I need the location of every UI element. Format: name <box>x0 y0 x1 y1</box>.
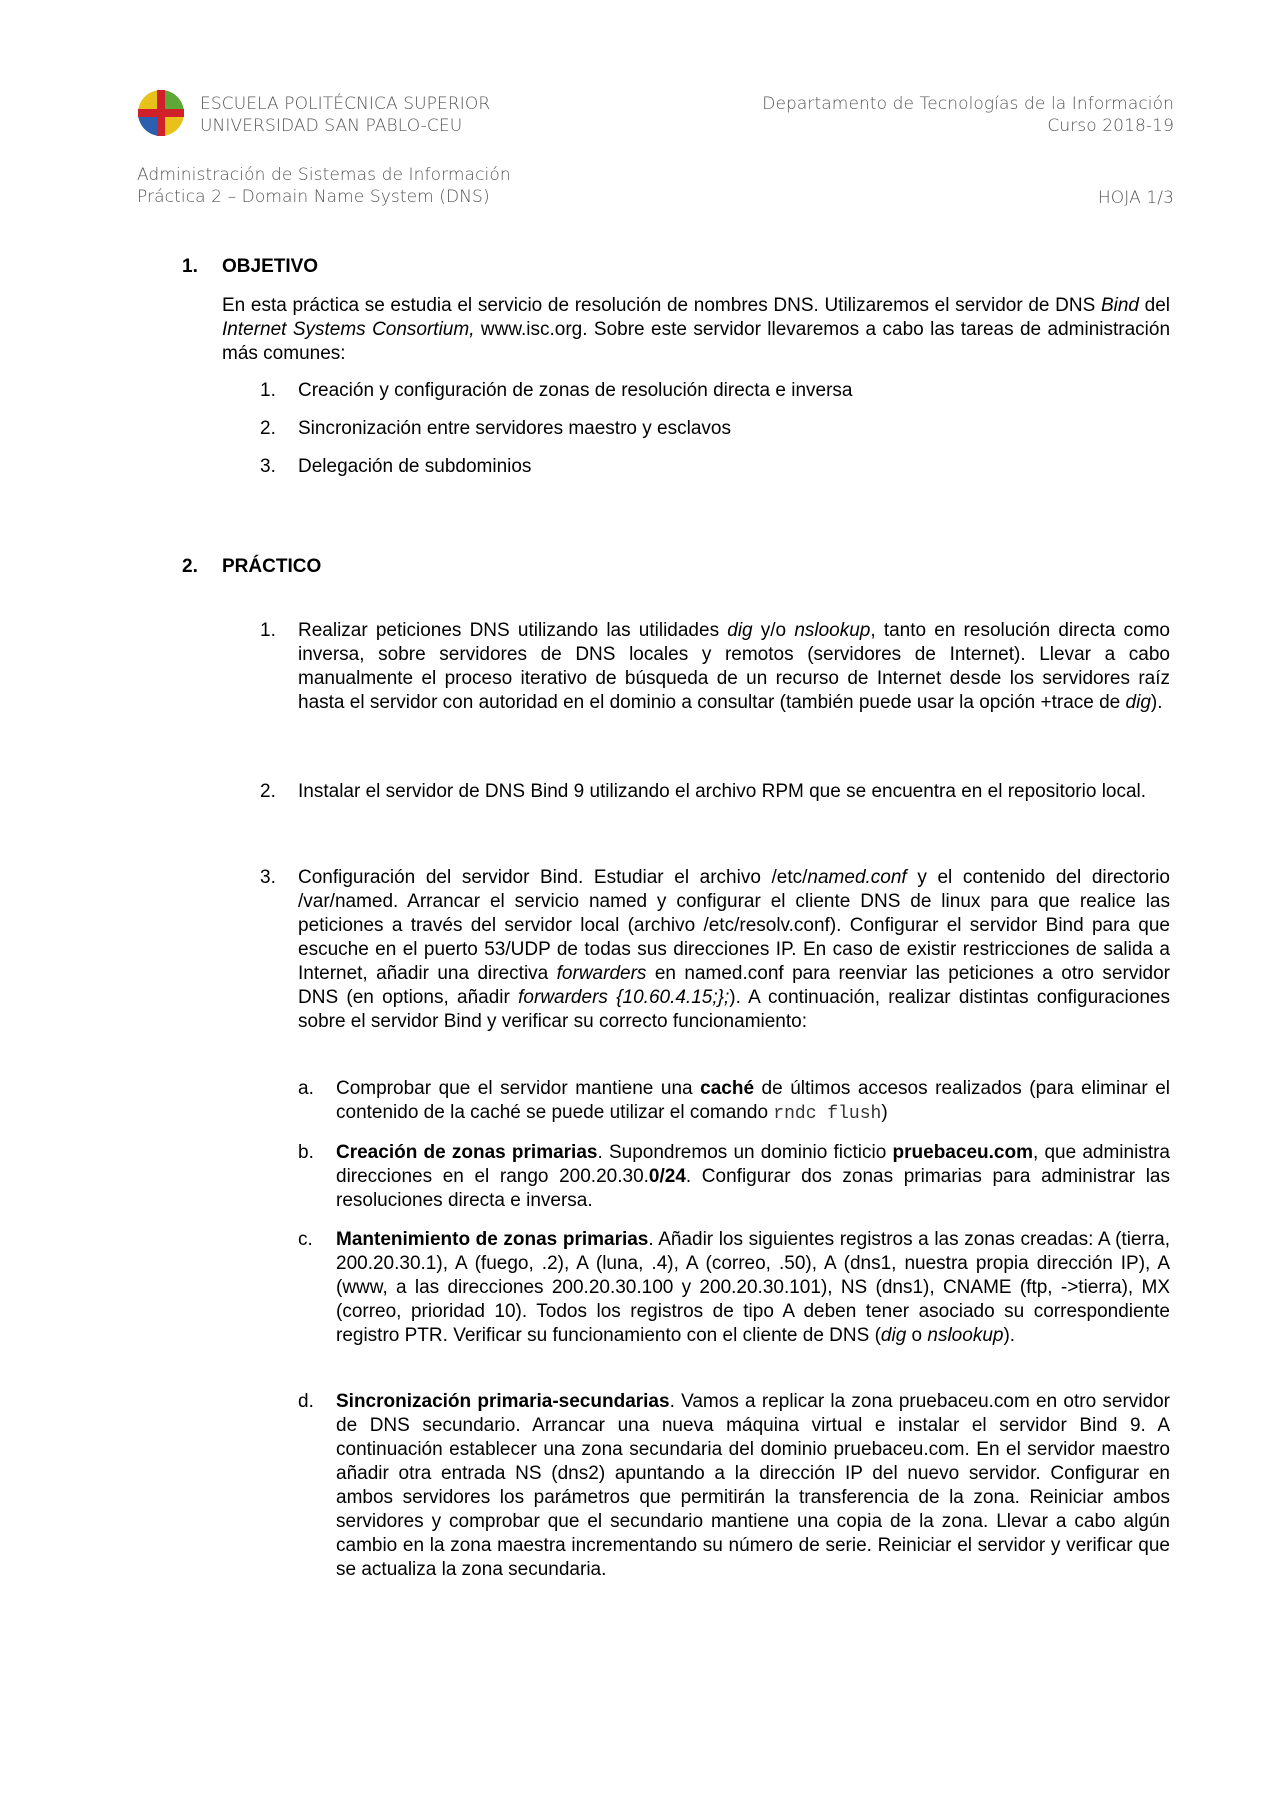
section2-title: PRÁCTICO <box>222 556 322 577</box>
university-logo <box>137 89 185 137</box>
course-info <box>137 164 511 208</box>
school-line2: UNIVERSIDAD SAN PABLO-CEU <box>200 116 463 136</box>
course-year: Curso 2018-19 <box>1047 116 1174 136</box>
department-name: Departamento de Tecnologías de la Información <box>762 94 1174 114</box>
school-name <box>200 93 490 137</box>
course-name: Administración de Sistemas de Información <box>137 165 511 185</box>
section2-number: 2. <box>182 556 198 577</box>
practice-title: Práctica 2 – Domain Name System (DNS) <box>137 187 490 207</box>
section1-heading <box>182 256 318 278</box>
section1-title: OBJETIVO <box>222 256 319 277</box>
section2-heading <box>182 556 321 578</box>
sheet-number: HOJA 1/3 <box>1097 188 1174 208</box>
department-info <box>762 93 1174 137</box>
section1-number: 1. <box>182 256 198 277</box>
school-line1: ESCUELA POLITÉCNICA SUPERIOR <box>200 94 491 114</box>
logo-cross-horizontal <box>138 109 184 117</box>
section1-intro: En esta práctica se estudia el servicio de resolución de nombres DNS. Utilizaremos el servidor de DNS Bind del Internet Systems Consortium, www.isc.org. Sobre este servidor llevaremos a cabo las tareas de administración más comunes: <box>222 295 1171 364</box>
